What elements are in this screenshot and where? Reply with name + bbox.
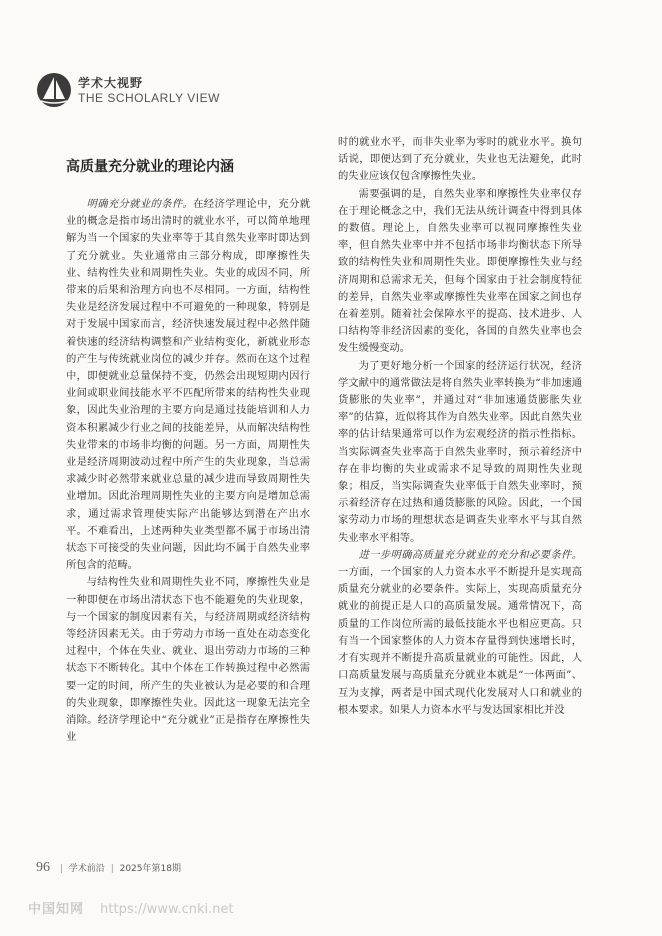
paragraph (338, 134, 582, 186)
article-title: 高质量充分就业的理论内涵 (66, 159, 234, 175)
paragraph-text: 与结构性失业和周期性失业不同，摩擦性失业是一种即便在市场出清状态下也不能避免的失业现象，与一个国家的制度因素有关，与经济周期或经济结构等经济因素无关。由于劳动力市场一直处在动态变化过程中，个体在失业、就业、退出劳动力市场的三种状态下不断转化。其中个体在工作转换过程中必然需要一定的时间，所产生的失业被认为是必要的和合理的失业现象，即摩擦性失业。因此这一现象无法完全消除。经济学理论中“充分就业”正是指存在摩擦性失业 (66, 576, 310, 744)
paragraph-text: 时的就业水平，而非失业率为零时的就业水平。换句话说，即便达到了充分就业，失业也无法避免，此时的失业应该仅包含摩擦性失业。 (338, 136, 582, 183)
issue-number: 2025年第18期 (119, 864, 181, 874)
column-title-en: THE SCHOLARLY VIEW (78, 91, 220, 105)
right-column (338, 134, 582, 719)
paragraph-text: 在经济学理论中，充分就业的概念是指市场出清时的就业水平，可以简单地理解为当一个国家的失业率等于其自然失业率时即达到了充分就业。失业通常由三部分构成，即摩擦性失业、结构性失业和周期性失业。失业的成因不同，所带来的后果和治理方向也不尽相同。一方面，结构性失业是经济发展过程中不可避免的一种现象，特别是对于发展中国家而言，经济快速发展过程中必然伴随着快速的经济结构调整和产业结构变化，新就业形态的产生与传统就业岗位的减少并存。然而在这个过程中，即便就业总量保持不变，仍然会出现短期内因行业间或职业间技能水平不匹配所带来的结构性失业现象，因此失业治理的主要方向是通过技能培训和人力资本积累减少行业之间的技能差异，从而解决结构性失业带来的市场非均衡的问题。另一方面，周期性失业是经济周期波动过程中所产生的失业现象，当总需求减少时必然带来就业总量的减少进而导致周期性失业增加。因此治理周期性失业的主要方向是增加总需求，通过需求管理使实际产出能够达到潜在产出水平。不难看出，上述两种失业类型都不属于市场出清状态下可接受的失业问题，因此均不属于自然失业率所包含的范畴。 (66, 198, 311, 572)
paragraph-text: 一方面，一个国家的人力资本水平不断提升是实现高质量充分就业的必要条件。实际上，实现高质量充分就业的前提正是人口的高质量发展。通常情况下，高质量的工作岗位所需的最低技能水平也相应更高。只有当一个国家整体的人力资本存量得到快速增长时，才有实现并不断提升高质量就业的可能性。因此，人口高质量发展与高质量充分就业本就是“一体两面”、互为支撑，两者是中国式现代化发展对人口和就业的根本要求。如果人力资本水平与发达国家相比并没 (338, 566, 582, 716)
page-number: 96 (36, 860, 50, 875)
paragraph-lead: 进一步明确高质量充分就业的充分和必要条件。 (358, 548, 582, 561)
column-title: 学术大视野 (78, 76, 144, 90)
watermark (28, 898, 234, 917)
column-header (36, 72, 336, 112)
paragraph (338, 547, 582, 719)
page-footer: 96 | 学术前沿 | 2025年第18期 (36, 860, 181, 875)
paragraph (338, 358, 582, 547)
journal-name: 学术前沿 (68, 864, 105, 874)
sailboat-logo-icon (36, 72, 72, 108)
paragraph (66, 196, 310, 574)
paragraph (66, 574, 310, 746)
paragraph (338, 186, 582, 358)
left-column (66, 142, 310, 747)
paragraph-text: 为了更好地分析一个国家的经济运行状况，经济学文献中的通常做法是将自然失业率转换为“非加速通货膨胀的失业率”，并通过对“非加速通货膨胀失业率”的估算，近似将其作为自然失业率。因此自然失业率的估计结果通常可以作为宏观经济的指示性指标。当实际调查失业率高于自然失业率时，预示着经济中存在非均衡的失业或需求不足导致的周期性失业现象；相反，当实际调查失业率低于自然失业率时，预示着经济存在过热和通货膨胀的风险。因此，一个国家劳动力市场的理想状态是调查失业率水平与其自然失业率水平相等。 (338, 359, 582, 544)
watermark-brand: 中国知网 (28, 902, 85, 917)
paragraph-text: 需要强调的是，自然失业率和摩擦性失业率仅存在于理论概念之中，我们无法从统计调查中得到具体的数值。理论上，自然失业率可以视同摩擦性失业率，但自然失业率中并不包括市场非均衡状态下所导致的结构性失业和周期性失业。即便摩擦性失业与经济周期和总需求无关，但每个国家由于社会制度特征的差异，自然失业率或摩擦性失业率在国家之间也存在着差别。随着社会保障水平的提高、技术进步、人口结构等非经济因素的变化，各国的自然失业率也会发生缓慢变动。 (338, 187, 582, 355)
watermark-url: https://www.cnki.net (100, 902, 234, 917)
paragraph-lead: 明确充分就业的条件。 (86, 198, 194, 210)
